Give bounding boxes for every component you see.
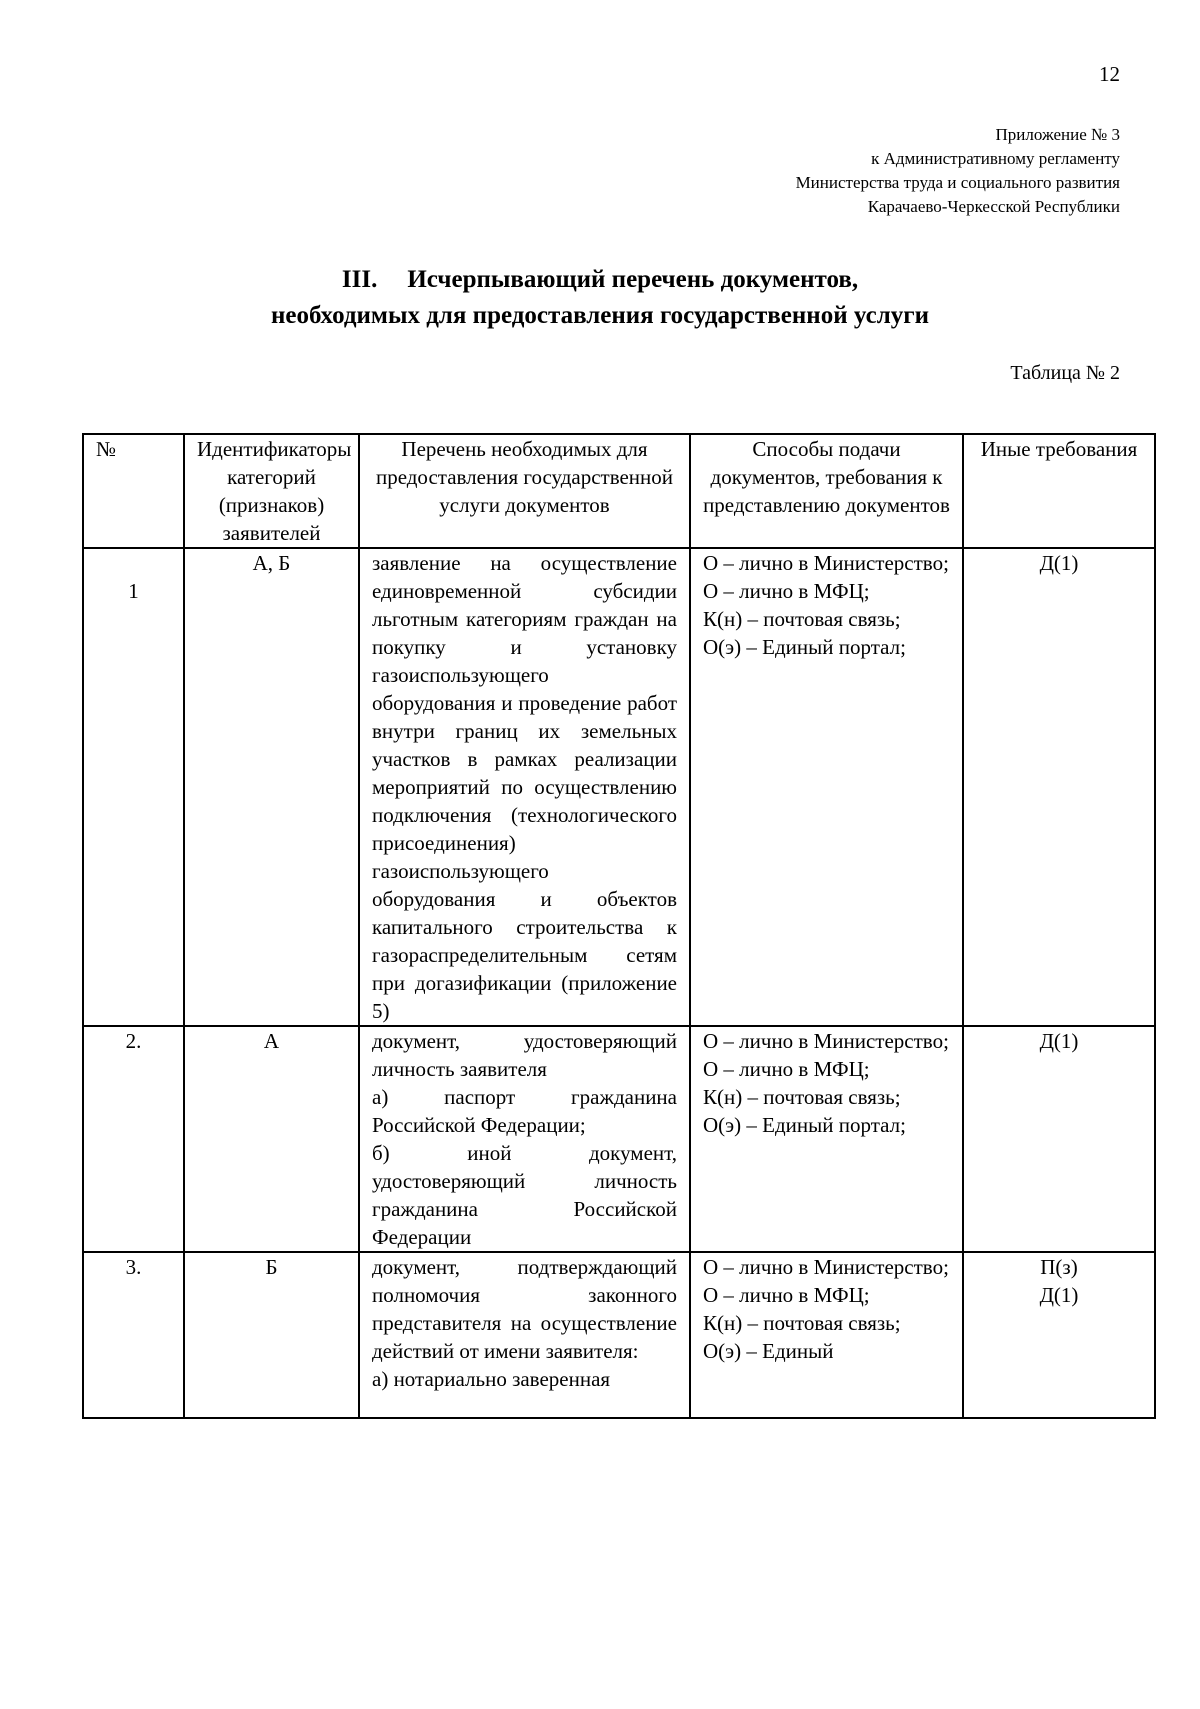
method-line: О – лично в МФЦ; (703, 579, 870, 603)
appendix-line: Приложение № 3 (995, 125, 1120, 144)
appendix-line: Карачаево-Черкесской Республики (867, 197, 1120, 216)
row-other (963, 1252, 1155, 1418)
row-other: Д(1) (963, 1026, 1155, 1252)
row-document (359, 1252, 690, 1418)
method-line: О – лично в Министерство; (703, 1029, 949, 1053)
appendix-line: к Административному регламенту (871, 149, 1120, 168)
method-line: О(э) – Единый (703, 1339, 834, 1363)
table-row (83, 548, 1155, 1026)
row-document: заявление на осуществление единовременной субсидии льготным категориям граждан на покупку и установку газоиспользующего оборудования и проведение работ внутри границ их земельных участков в рамках реализации мероприятий по осуществлению подключения (технологического присоединения) газоиспользующего оборудования и объектов капитального строительства к газораспределительным сетям при догазификации (приложение 5) (359, 548, 690, 1026)
method-line: О – лично в Министерство; (703, 1255, 949, 1279)
section-number: III. (341, 266, 378, 293)
row-methods (690, 1252, 963, 1418)
row-methods (690, 548, 963, 1026)
row-number: 3. (83, 1252, 184, 1418)
method-line: О(э) – Единый портал; (703, 1113, 906, 1137)
header-document: Перечень необходимых для предоставления государственной услуги документов (359, 434, 690, 548)
row-category: Б (184, 1252, 359, 1418)
method-line: О – лично в МФЦ; (703, 1283, 870, 1307)
other-line: П(з) (1040, 1255, 1078, 1279)
row-category: А, Б (184, 548, 359, 1026)
document-line: б) иной документ, удостоверяющий личность гражданина Российской Федерации (372, 1141, 677, 1249)
table-row (83, 1026, 1155, 1252)
section-title (0, 262, 1200, 334)
documents-table (82, 433, 1156, 1419)
row-document (359, 1026, 690, 1252)
row-category: А (184, 1026, 359, 1252)
row-number: 1 (83, 548, 184, 1026)
table-row (83, 1252, 1155, 1418)
row-other: Д(1) (963, 548, 1155, 1026)
other-line: Д(1) (1039, 1283, 1079, 1307)
header-other: Иные требования (963, 434, 1155, 548)
table-label: Таблица № 2 (1010, 362, 1120, 384)
method-line: К(н) – почтовая связь; (703, 1311, 901, 1335)
header-number: № (83, 434, 184, 548)
method-line: О – лично в МФЦ; (703, 1057, 870, 1081)
table-header-row (83, 434, 1155, 548)
document-line: документ, подтверждающий полномочия законного представителя на осуществление действий от имени заявителя: (372, 1255, 677, 1363)
page-number: 12 (1099, 62, 1120, 86)
appendix-header (796, 123, 1120, 219)
appendix-line: Министерства труда и социального развития (795, 173, 1120, 192)
title-line-1: Исчерпывающий перечень документов, (407, 266, 859, 293)
title-line-2: необходимых для предоставления государственной услуги (271, 302, 929, 329)
header-category: Идентификаторы категорий (признаков) заявителей (184, 434, 359, 548)
row-number: 2. (83, 1026, 184, 1252)
document-line: документ, удостоверяющий личность заявителя (372, 1029, 677, 1081)
document-line: а) нотариально заверенная (372, 1367, 611, 1391)
method-line: О – лично в Министерство; (703, 551, 949, 575)
document-line: а) паспорт гражданина Российской Федерации; (372, 1085, 677, 1137)
method-line: О(э) – Единый портал; (703, 635, 906, 659)
header-methods: Способы подачи документов, требования к представлению документов (690, 434, 963, 548)
method-line: К(н) – почтовая связь; (703, 607, 901, 631)
row-methods (690, 1026, 963, 1252)
method-line: К(н) – почтовая связь; (703, 1085, 901, 1109)
